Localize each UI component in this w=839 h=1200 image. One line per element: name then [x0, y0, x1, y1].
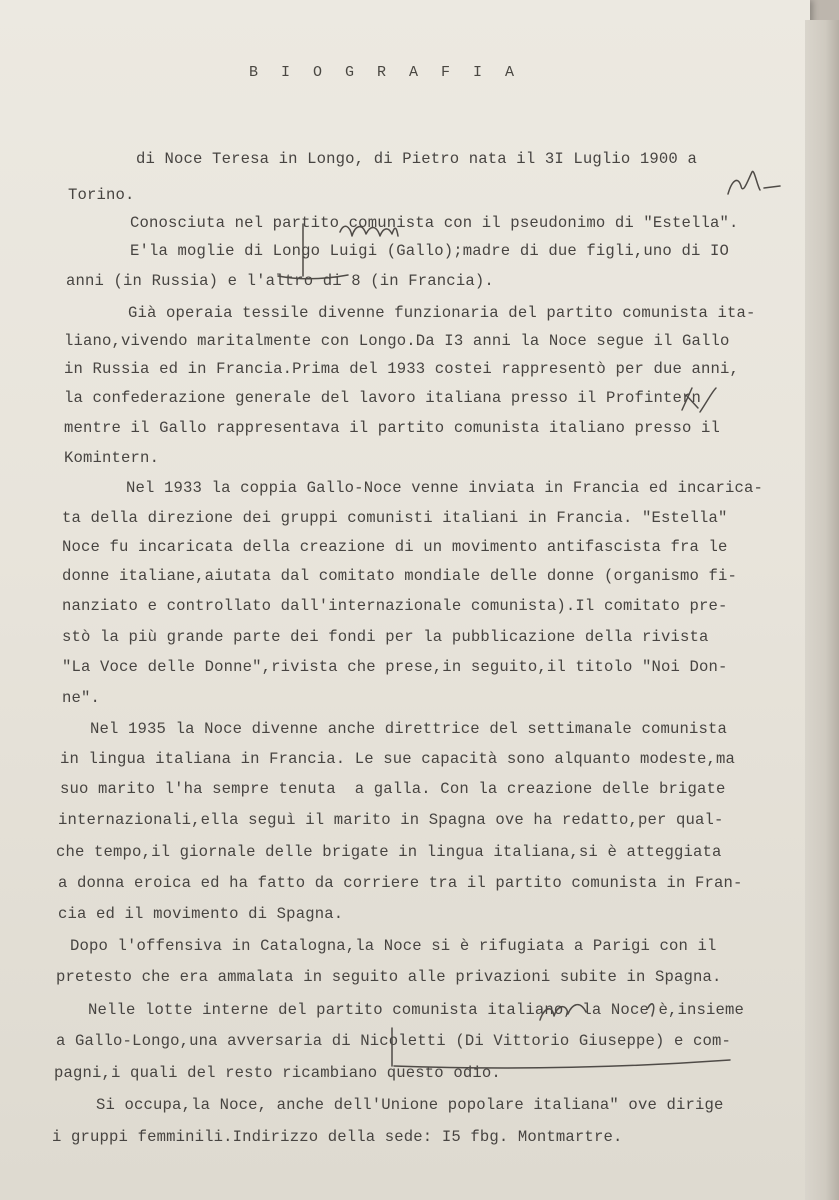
document-title: B I O G R A F I A — [248, 64, 522, 81]
text-line: cia ed il movimento di Spagna. — [58, 905, 344, 923]
text-line: donne italiane,aiutata dal comitato mondiale delle donne (organismo fi- — [62, 567, 738, 585]
text-line: in lingua italiana in Francia. Le sue capacità sono alquanto modeste,ma — [60, 750, 736, 768]
text-line: i gruppi femminili.Indirizzo della sede: I5 fbg. Montmartre. — [52, 1128, 623, 1146]
text-line: suo marito l'ha sempre tenuta a galla. Con la creazione delle brigate — [60, 780, 726, 798]
text-line: ne". — [62, 689, 101, 707]
text-line: Komintern. — [64, 449, 160, 467]
pencil-scribble — [728, 171, 780, 194]
text-line: liano,vivendo maritalmente con Longo.Da I3 anni la Noce segue il Gallo — [64, 332, 730, 350]
text-line: E'la moglie di Longo Luigi (Gallo);madre di due figli,uno di IO — [130, 242, 729, 260]
text-line: Nelle lotte interne del partito comunista italiano, la Noce è,insieme — [88, 1001, 745, 1019]
text-line: Torino. — [68, 186, 135, 204]
text-line: Nel 1933 la coppia Gallo-Noce venne inviata in Francia ed incarica- — [126, 479, 764, 497]
text-line: Già operaia tessile divenne funzionaria del partito comunista ita- — [128, 304, 756, 322]
underlying-page-edge — [805, 20, 839, 1200]
text-line: a Gallo-Longo,una avversaria di Nicoletti (Di Vittorio Giuseppe) e com- — [56, 1032, 732, 1050]
text-line: di Noce Teresa in Longo, di Pietro nata il 3I Luglio 1900 a — [136, 150, 697, 168]
text-line: internazionali,ella seguì il marito in Spagna ove ha redatto,per qual- — [58, 811, 724, 829]
text-line: Nel 1935 la Noce divenne anche direttrice del settimanale comunista — [90, 720, 728, 738]
text-line: a donna eroica ed ha fatto da corriere tra il partito comunista in Fran- — [58, 874, 743, 892]
text-line: Conosciuta nel partito comunista con il pseudonimo di "Estella". — [130, 214, 739, 232]
text-line: Dopo l'offensiva in Catalogna,la Noce si è rifugiata a Parigi con il — [70, 937, 717, 955]
text-line: anni (in Russia) e l'altro di 8 (in Francia). — [66, 272, 494, 290]
text-line: nanziato e controllato dall'internazionale comunista).Il comitato pre- — [62, 597, 728, 615]
text-line: Si occupa,la Noce, anche dell'Unione popolare italiana" ove dirige — [96, 1096, 724, 1114]
text-line: pretesto che era ammalata in seguito alle privazioni subite in Spagna. — [56, 968, 722, 986]
text-line: stò la più grande parte dei fondi per la pubblicazione della rivista — [62, 628, 709, 646]
text-line: Noce fu incaricata della creazione di un movimento antifascista fra le — [62, 538, 728, 556]
text-line: in Russia ed in Francia.Prima del 1933 costei rappresentò per due anni, — [64, 360, 740, 378]
text-line: che tempo,il giornale delle brigate in lingua italiana,si è atteggiata — [56, 843, 722, 861]
text-line: la confederazione generale del lavoro italiana presso il Profintern — [64, 389, 702, 407]
text-line: pagni,i quali del resto ricambiano questo odio. — [54, 1064, 501, 1082]
text-line: "La Voce delle Donne",rivista che prese,in seguito,il titolo "Noi Don- — [62, 658, 728, 676]
text-line: ta della direzione dei gruppi comunisti italiani in Francia. "Estella" — [62, 509, 728, 527]
text-line: mentre il Gallo rappresentava il partito comunista italiano presso il — [64, 419, 721, 437]
